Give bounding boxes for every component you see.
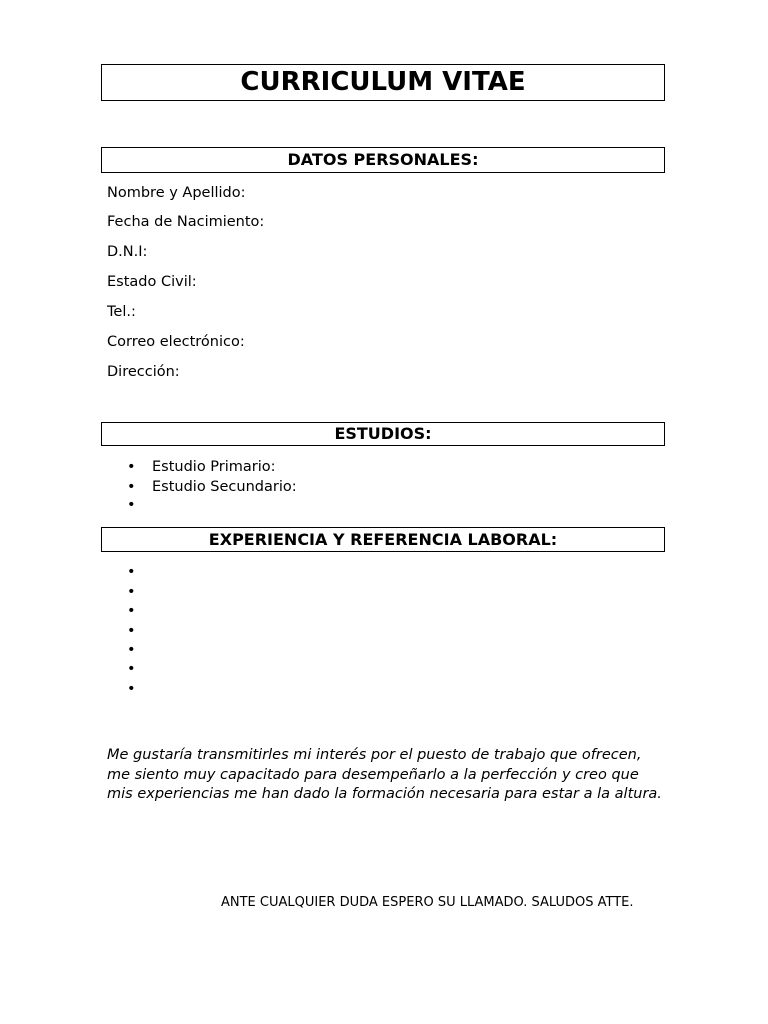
- closing-paragraph: Me gustaría transmitirles mi interés por el puesto de trabajo que ofrecen, me siento muy capacitado para desempeñarlo a la perfección y creo que mis experiencias me han dado la formación necesaria para estar a la altura.: [107, 747, 662, 803]
- studies-bullet: •: [127, 479, 136, 495]
- experience-bullet: •: [127, 584, 136, 600]
- field-dni: D.N.I:: [107, 244, 148, 260]
- personal-data-heading: DATOS PERSONALES:: [101, 147, 665, 173]
- experience-bullet: •: [127, 564, 136, 580]
- studies-bullet: •: [127, 459, 136, 475]
- field-birth-date: Fecha de Nacimiento:: [107, 214, 265, 230]
- experience-bullet: •: [127, 661, 136, 677]
- experience-bullet: •: [127, 681, 136, 697]
- document-title: CURRICULUM VITAE: [101, 64, 665, 101]
- field-email: Correo electrónico:: [107, 334, 245, 350]
- studies-item-primary: Estudio Primario:: [152, 459, 276, 475]
- experience-bullet: •: [127, 642, 136, 658]
- farewell-line: ANTE CUALQUIER DUDA ESPERO SU LLAMADO. SALUDOS ATTE.: [221, 895, 634, 910]
- studies-heading: ESTUDIOS:: [101, 422, 665, 446]
- experience-bullet: •: [127, 603, 136, 619]
- field-full-name: Nombre y Apellido:: [107, 185, 246, 201]
- experience-heading: EXPERIENCIA Y REFERENCIA LABORAL:: [101, 527, 665, 552]
- field-address: Dirección:: [107, 364, 180, 380]
- studies-item-secondary: Estudio Secundario:: [152, 479, 297, 495]
- field-phone: Tel.:: [107, 304, 136, 320]
- field-marital-status: Estado Civil:: [107, 274, 197, 290]
- studies-bullet: •: [127, 497, 136, 513]
- experience-bullet: •: [127, 623, 136, 639]
